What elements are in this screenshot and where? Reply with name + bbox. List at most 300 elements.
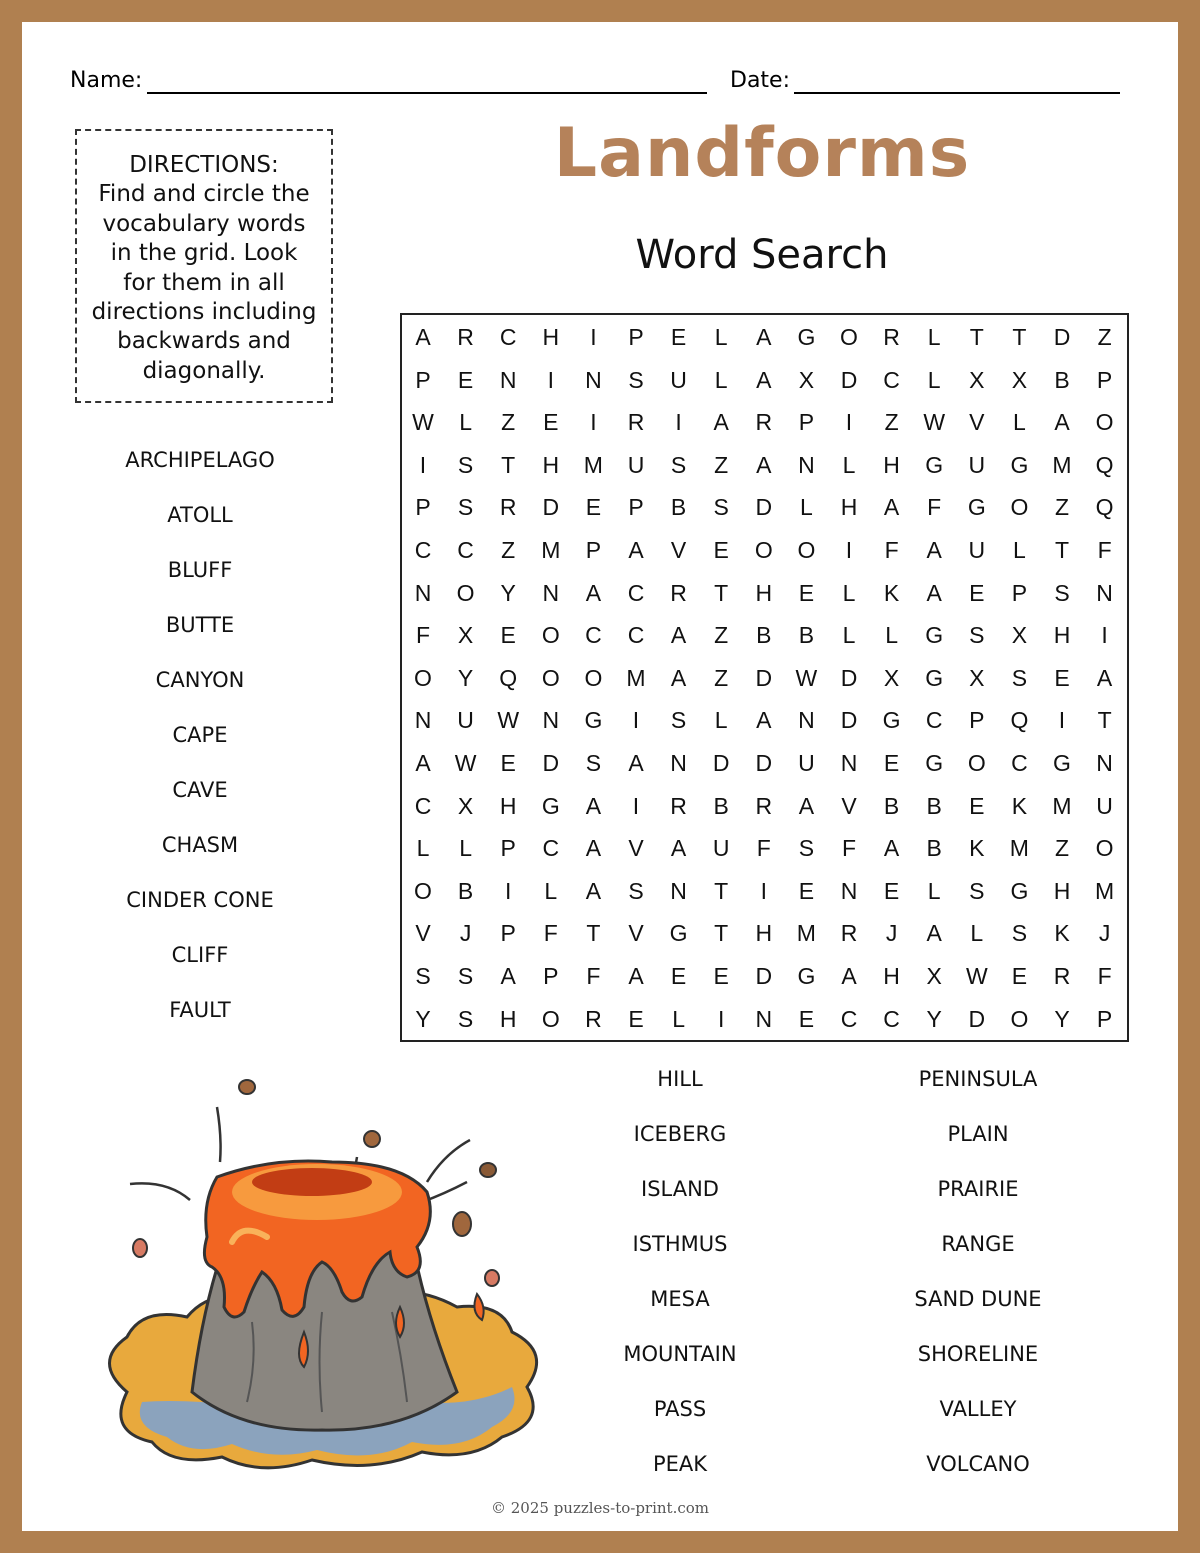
grid-letter[interactable]: Q bbox=[1010, 707, 1029, 734]
grid-letter[interactable]: S bbox=[628, 877, 644, 904]
grid-letter[interactable]: D bbox=[755, 963, 773, 989]
grid-letter[interactable]: O bbox=[414, 877, 432, 904]
grid-letter[interactable]: A bbox=[670, 835, 687, 862]
grid-letter[interactable]: T bbox=[714, 920, 729, 947]
grid-letter[interactable]: Z bbox=[714, 664, 729, 691]
grid-letter[interactable]: V bbox=[415, 920, 431, 947]
grid-letter[interactable]: P bbox=[500, 835, 516, 862]
grid-letter[interactable]: O bbox=[584, 664, 603, 691]
grid-letter[interactable]: E bbox=[1011, 963, 1028, 989]
grid-letter[interactable]: C bbox=[925, 707, 943, 734]
grid-letter[interactable]: Z bbox=[1054, 835, 1070, 862]
grid-letter[interactable]: A bbox=[415, 750, 431, 776]
grid-letter[interactable]: X bbox=[1011, 366, 1028, 393]
grid-letter[interactable]: L bbox=[970, 920, 984, 947]
grid-letter[interactable]: N bbox=[798, 451, 815, 478]
grid-letter[interactable]: P bbox=[415, 366, 431, 393]
grid-letter[interactable]: O bbox=[541, 1005, 560, 1032]
grid-letter[interactable]: L bbox=[927, 324, 941, 350]
grid-letter[interactable]: I bbox=[590, 409, 597, 436]
grid-letter[interactable]: F bbox=[586, 963, 601, 989]
grid-letter[interactable]: U bbox=[798, 750, 815, 776]
grid-letter[interactable]: F bbox=[415, 622, 431, 649]
grid-letter[interactable]: A bbox=[1054, 409, 1070, 436]
grid-letter[interactable]: L bbox=[714, 324, 728, 350]
grid-letter[interactable]: C bbox=[627, 579, 645, 606]
grid-letter[interactable]: O bbox=[967, 750, 986, 776]
word-list-item: ICEBERG bbox=[633, 1122, 727, 1146]
grid-letter[interactable]: L bbox=[885, 622, 898, 649]
grid-letter[interactable]: B bbox=[883, 792, 900, 819]
grid-letter[interactable]: N bbox=[585, 366, 602, 393]
grid-letter[interactable]: S bbox=[969, 877, 985, 904]
grid-letter[interactable]: G bbox=[584, 707, 603, 734]
grid-letter[interactable]: N bbox=[670, 750, 687, 776]
grid-letter[interactable]: V bbox=[628, 920, 644, 947]
grid-letter[interactable]: L bbox=[459, 835, 472, 862]
grid-letter[interactable]: L bbox=[544, 877, 558, 904]
grid-letter[interactable]: A bbox=[585, 579, 602, 606]
grid-letter[interactable]: S bbox=[670, 451, 687, 478]
grid-letter[interactable]: G bbox=[797, 963, 816, 989]
grid-letter[interactable]: M bbox=[1095, 877, 1115, 904]
grid-letter[interactable]: F bbox=[1097, 537, 1112, 563]
grid-letter[interactable]: G bbox=[1010, 877, 1029, 904]
grid-letter[interactable]: T bbox=[1097, 707, 1112, 734]
grid-letter[interactable]: R bbox=[499, 494, 517, 521]
grid-letter[interactable]: H bbox=[542, 324, 560, 350]
grid-letter[interactable]: Y bbox=[500, 579, 516, 606]
grid-letter[interactable]: A bbox=[798, 792, 815, 819]
grid-letter[interactable]: A bbox=[926, 537, 942, 563]
grid-letter[interactable]: L bbox=[714, 366, 728, 393]
grid-letter[interactable]: H bbox=[499, 792, 517, 819]
grid-letter[interactable]: P bbox=[628, 494, 644, 521]
page-title: Landforms bbox=[553, 114, 971, 193]
grid-letter[interactable]: I bbox=[632, 792, 640, 819]
grid-letter[interactable]: U bbox=[670, 366, 687, 393]
grid-letter[interactable]: F bbox=[884, 537, 899, 563]
grid-letter[interactable]: W bbox=[923, 409, 946, 436]
grid-letter[interactable]: E bbox=[1054, 664, 1070, 691]
grid-letter[interactable]: W bbox=[454, 750, 477, 776]
grid-letter[interactable]: S bbox=[457, 451, 474, 478]
grid-letter[interactable]: L bbox=[927, 877, 941, 904]
grid-letter[interactable]: U bbox=[712, 835, 730, 862]
grid-letter[interactable]: V bbox=[670, 537, 687, 563]
grid-letter[interactable]: A bbox=[670, 664, 687, 691]
name-line[interactable] bbox=[147, 92, 707, 94]
grid-letter[interactable]: C bbox=[1011, 750, 1028, 776]
grid-letter[interactable]: G bbox=[1010, 451, 1029, 478]
grid-letter[interactable]: K bbox=[1011, 792, 1028, 819]
grid-letter[interactable]: N bbox=[414, 579, 432, 606]
grid-letter[interactable]: A bbox=[1096, 664, 1113, 691]
grid-letter[interactable]: R bbox=[457, 324, 474, 350]
grid-letter[interactable]: T bbox=[969, 324, 984, 350]
grid-letter[interactable]: G bbox=[541, 792, 560, 819]
grid-letter[interactable]: C bbox=[457, 537, 474, 563]
grid-letter[interactable]: B bbox=[798, 622, 815, 649]
grid-letter[interactable]: L bbox=[672, 1005, 685, 1032]
grid-letter[interactable]: I bbox=[1101, 622, 1108, 649]
grid-letter[interactable]: R bbox=[627, 409, 645, 436]
grid-letter[interactable]: E bbox=[713, 963, 729, 989]
grid-letter[interactable]: O bbox=[1095, 409, 1114, 436]
grid-letter[interactable]: M bbox=[1009, 835, 1029, 862]
grid-letter[interactable]: H bbox=[499, 1005, 517, 1032]
grid-letter[interactable]: C bbox=[840, 1005, 858, 1032]
grid-letter[interactable]: E bbox=[798, 1005, 815, 1032]
grid-letter[interactable]: L bbox=[842, 579, 856, 606]
grid-letter[interactable]: A bbox=[500, 963, 516, 989]
grid-letter[interactable]: H bbox=[755, 920, 773, 947]
grid-letter[interactable]: D bbox=[542, 750, 560, 776]
grid-letter[interactable]: S bbox=[1011, 920, 1028, 947]
grid-letter[interactable]: V bbox=[841, 792, 857, 819]
grid-letter[interactable]: S bbox=[1054, 579, 1070, 606]
grid-letter[interactable]: R bbox=[670, 792, 687, 819]
grid-letter[interactable]: E bbox=[969, 579, 985, 606]
grid-letter[interactable]: A bbox=[883, 835, 900, 862]
grid-letter[interactable]: I bbox=[845, 409, 853, 436]
grid-letter[interactable]: N bbox=[840, 750, 858, 776]
grid-letter[interactable]: Z bbox=[714, 622, 729, 649]
grid-letter[interactable]: G bbox=[925, 750, 944, 776]
grid-letter[interactable]: Z bbox=[1097, 324, 1112, 350]
grid-letter[interactable]: E bbox=[628, 1005, 644, 1032]
date-line[interactable] bbox=[794, 92, 1120, 94]
grid-letter[interactable]: L bbox=[1012, 409, 1026, 436]
grid-letter[interactable]: P bbox=[543, 963, 559, 989]
grid-letter[interactable]: D bbox=[1053, 324, 1071, 350]
grid-letter[interactable]: N bbox=[840, 877, 858, 904]
grid-letter[interactable]: M bbox=[583, 451, 603, 478]
grid-letter[interactable]: B bbox=[926, 792, 942, 819]
grid-letter[interactable]: I bbox=[1058, 707, 1066, 734]
grid-letter[interactable]: M bbox=[796, 920, 816, 947]
grid-letter[interactable]: P bbox=[969, 707, 985, 734]
grid-letter[interactable]: O bbox=[1010, 1005, 1029, 1032]
grid-letter[interactable]: S bbox=[798, 835, 815, 862]
grid-letter[interactable]: A bbox=[585, 877, 602, 904]
grid-letter[interactable]: S bbox=[415, 963, 431, 989]
grid-letter[interactable]: X bbox=[1011, 622, 1028, 649]
grid-letter[interactable]: M bbox=[626, 664, 646, 691]
grid-letter[interactable]: B bbox=[670, 494, 687, 521]
grid-letter[interactable]: J bbox=[459, 920, 472, 947]
grid-letter[interactable]: E bbox=[500, 622, 516, 649]
grid-letter[interactable]: S bbox=[628, 366, 644, 393]
grid-letter[interactable]: X bbox=[969, 366, 985, 393]
grid-letter[interactable]: N bbox=[542, 707, 560, 734]
grid-letter[interactable]: A bbox=[585, 835, 602, 862]
grid-letter[interactable]: Z bbox=[884, 409, 899, 436]
grid-letter[interactable]: H bbox=[883, 451, 900, 478]
grid-letter[interactable]: L bbox=[842, 451, 856, 478]
grid-letter[interactable]: E bbox=[883, 750, 900, 776]
grid-letter[interactable]: R bbox=[670, 579, 687, 606]
grid-letter[interactable]: A bbox=[628, 537, 644, 563]
grid-letter[interactable]: G bbox=[1053, 750, 1071, 776]
grid-letter[interactable]: A bbox=[883, 494, 900, 521]
grid-letter[interactable]: I bbox=[760, 877, 767, 904]
grid-letter[interactable]: M bbox=[1052, 451, 1072, 478]
grid-letter[interactable]: G bbox=[967, 494, 986, 521]
rock-particle bbox=[485, 1270, 499, 1286]
grid-letter[interactable]: B bbox=[1054, 366, 1070, 393]
grid-letter[interactable]: Z bbox=[501, 409, 516, 436]
grid-letter[interactable]: D bbox=[968, 1005, 986, 1032]
grid-letter[interactable]: E bbox=[543, 409, 559, 436]
grid-letter[interactable]: A bbox=[926, 920, 942, 947]
grid-letter[interactable]: S bbox=[1011, 664, 1028, 691]
grid-letter[interactable]: N bbox=[414, 707, 432, 734]
grid-letter[interactable]: M bbox=[1052, 792, 1072, 819]
grid-letter[interactable]: S bbox=[457, 1005, 474, 1032]
grid-letter[interactable]: E bbox=[457, 366, 474, 393]
grid-letter[interactable]: F bbox=[927, 494, 942, 521]
grid-letter[interactable]: X bbox=[926, 963, 942, 989]
grid-letter[interactable]: P bbox=[798, 409, 815, 436]
grid-letter[interactable]: L bbox=[842, 622, 856, 649]
grid-letter[interactable]: D bbox=[755, 664, 773, 691]
grid-letter[interactable]: F bbox=[756, 835, 771, 862]
grid-letter[interactable]: B bbox=[457, 877, 474, 904]
grid-letter[interactable]: I bbox=[504, 877, 512, 904]
grid-row bbox=[402, 955, 1131, 997]
grid-letter[interactable]: D bbox=[755, 750, 773, 776]
grid-letter[interactable]: G bbox=[882, 707, 901, 734]
grid-letter[interactable]: A bbox=[415, 324, 431, 350]
grid-letter[interactable]: X bbox=[798, 366, 815, 393]
grid-letter[interactable]: B bbox=[756, 622, 772, 649]
grid-letter[interactable]: H bbox=[840, 494, 858, 521]
grid-letter[interactable]: M bbox=[541, 537, 561, 563]
grid-letter[interactable]: I bbox=[590, 324, 597, 350]
grid-letter[interactable]: R bbox=[883, 324, 900, 350]
grid-letter[interactable]: E bbox=[500, 750, 516, 776]
grid-letter[interactable]: C bbox=[627, 622, 645, 649]
grid-letter[interactable]: O bbox=[1010, 494, 1029, 521]
grid-letter[interactable]: S bbox=[969, 622, 985, 649]
grid-letter[interactable]: O bbox=[754, 537, 773, 563]
grid-letter[interactable]: C bbox=[883, 1005, 900, 1032]
grid-letter[interactable]: Y bbox=[457, 664, 474, 691]
grid-letter[interactable]: A bbox=[670, 622, 687, 649]
grid-letter[interactable]: H bbox=[1053, 622, 1071, 649]
copyright-text: © 2025 puzzles-to-print.com bbox=[490, 1499, 710, 1517]
grid-letter[interactable]: Y bbox=[926, 1005, 942, 1032]
grid-letter[interactable]: D bbox=[755, 494, 773, 521]
grid-letter[interactable]: O bbox=[541, 664, 560, 691]
grid-letter[interactable]: P bbox=[1096, 1005, 1113, 1032]
grid-letter[interactable]: N bbox=[1096, 750, 1113, 776]
grid-letter[interactable]: A bbox=[628, 963, 644, 989]
grid-letter[interactable]: N bbox=[755, 1005, 773, 1032]
grid-letter[interactable]: A bbox=[756, 324, 772, 350]
grid-letter[interactable]: O bbox=[414, 664, 432, 691]
grid-letter[interactable]: E bbox=[969, 792, 985, 819]
grid-letter[interactable]: Q bbox=[499, 664, 518, 691]
grid-letter[interactable]: G bbox=[925, 451, 944, 478]
grid-letter[interactable]: K bbox=[883, 579, 900, 606]
grid-letter[interactable]: O bbox=[456, 579, 475, 606]
grid-letter[interactable]: Z bbox=[1054, 494, 1070, 521]
grid-letter[interactable]: C bbox=[883, 366, 900, 393]
grid-letter[interactable]: O bbox=[797, 537, 816, 563]
grid-letter[interactable]: E bbox=[585, 494, 602, 521]
grid-letter[interactable]: U bbox=[1096, 792, 1113, 819]
grid-letter[interactable]: Y bbox=[1054, 1005, 1070, 1032]
grid-letter[interactable]: T bbox=[1012, 324, 1027, 350]
grid-letter[interactable]: X bbox=[457, 622, 474, 649]
grid-letter[interactable]: F bbox=[1097, 963, 1112, 989]
grid-letter[interactable]: N bbox=[798, 707, 815, 734]
grid-letter[interactable]: C bbox=[499, 324, 517, 350]
grid-letter[interactable]: C bbox=[542, 835, 560, 862]
grid-letter[interactable]: W bbox=[965, 963, 988, 989]
grid-letter[interactable]: G bbox=[669, 920, 688, 947]
grid-letter[interactable]: U bbox=[627, 451, 645, 478]
grid-letter[interactable]: R bbox=[585, 1005, 602, 1032]
grid-letter[interactable]: T bbox=[714, 579, 729, 606]
grid-letter[interactable]: O bbox=[541, 622, 560, 649]
grid-letter[interactable]: D bbox=[840, 664, 858, 691]
grid-letter[interactable]: P bbox=[1096, 366, 1113, 393]
grid-letter[interactable]: H bbox=[755, 579, 773, 606]
grid-letter[interactable]: D bbox=[840, 707, 858, 734]
grid-letter[interactable]: S bbox=[457, 963, 474, 989]
grid-letter[interactable]: P bbox=[628, 324, 644, 350]
grid-letter[interactable]: B bbox=[926, 835, 942, 862]
grid-letter[interactable]: Z bbox=[714, 451, 729, 478]
grid-letter[interactable]: N bbox=[499, 366, 517, 393]
grid-letter[interactable]: D bbox=[542, 494, 560, 521]
word-list-item: CLIFF bbox=[171, 943, 229, 967]
grid-row bbox=[402, 998, 1131, 1040]
grid-letter[interactable]: R bbox=[755, 792, 773, 819]
grid-letter[interactable]: H bbox=[542, 451, 560, 478]
grid-letter[interactable]: J bbox=[885, 920, 898, 947]
grid-letter[interactable]: Q bbox=[1095, 494, 1114, 521]
grid-letter[interactable]: Q bbox=[1095, 451, 1114, 478]
grid-letter[interactable]: R bbox=[840, 920, 858, 947]
grid-letter[interactable]: V bbox=[969, 409, 985, 436]
grid-letter[interactable]: I bbox=[632, 707, 640, 734]
grid-letter[interactable]: A bbox=[585, 792, 602, 819]
grid-letter[interactable]: H bbox=[1053, 877, 1071, 904]
grid-letter[interactable]: I bbox=[419, 451, 427, 478]
grid-letter[interactable]: P bbox=[500, 920, 516, 947]
grid-letter[interactable]: K bbox=[1054, 920, 1070, 947]
grid-letter[interactable]: A bbox=[841, 963, 857, 989]
grid-letter[interactable]: D bbox=[712, 750, 730, 776]
grid-letter[interactable]: N bbox=[1096, 579, 1113, 606]
grid-letter[interactable]: A bbox=[713, 409, 729, 436]
grid-letter[interactable]: N bbox=[670, 877, 687, 904]
grid-letter[interactable]: U bbox=[457, 707, 474, 734]
grid-letter[interactable]: F bbox=[841, 835, 857, 862]
grid-letter[interactable]: C bbox=[585, 622, 602, 649]
grid-letter[interactable]: X bbox=[457, 792, 474, 819]
grid-letter[interactable]: T bbox=[1054, 537, 1070, 563]
grid-letter[interactable]: T bbox=[586, 920, 601, 947]
grid-letter[interactable]: L bbox=[459, 409, 472, 436]
grid-letter[interactable]: I bbox=[845, 537, 853, 563]
grid-letter[interactable]: E bbox=[883, 877, 900, 904]
grid-letter[interactable]: A bbox=[756, 451, 772, 478]
grid-letter[interactable]: Z bbox=[501, 537, 516, 563]
grid-letter[interactable]: D bbox=[840, 366, 858, 393]
grid-letter[interactable]: W bbox=[795, 664, 818, 691]
grid-letter[interactable]: L bbox=[1012, 537, 1026, 563]
grid-letter[interactable]: Y bbox=[415, 1005, 431, 1032]
grid-letter[interactable]: E bbox=[670, 324, 687, 350]
grid-letter[interactable]: P bbox=[585, 537, 602, 563]
grid-letter[interactable]: U bbox=[968, 451, 986, 478]
grid-letter[interactable]: L bbox=[714, 707, 728, 734]
grid-letter[interactable]: G bbox=[797, 324, 816, 350]
grid-letter[interactable]: V bbox=[628, 835, 644, 862]
grid-letter[interactable]: G bbox=[925, 664, 944, 691]
grid-letter[interactable]: B bbox=[713, 792, 729, 819]
grid-letter[interactable]: N bbox=[542, 579, 560, 606]
grid-letter[interactable]: L bbox=[927, 366, 941, 393]
grid-letter[interactable]: O bbox=[840, 324, 858, 350]
grid-letter[interactable]: G bbox=[925, 622, 944, 649]
grid-letter[interactable]: C bbox=[414, 792, 432, 819]
grid-letter[interactable]: I bbox=[675, 409, 682, 436]
grid-letter[interactable]: S bbox=[670, 707, 687, 734]
grid-letter[interactable]: E bbox=[798, 877, 815, 904]
grid-letter[interactable]: P bbox=[1011, 579, 1028, 606]
grid-letter[interactable]: I bbox=[717, 1005, 725, 1032]
word-search-grid[interactable] bbox=[400, 313, 1129, 1042]
grid-letter[interactable]: W bbox=[412, 409, 434, 436]
grid-letter[interactable]: A bbox=[756, 707, 772, 734]
grid-letter[interactable]: X bbox=[883, 664, 900, 691]
grid-letter[interactable]: C bbox=[414, 537, 432, 563]
grid-letter[interactable]: R bbox=[755, 409, 773, 436]
grid-letter[interactable]: S bbox=[457, 494, 474, 521]
grid-letter[interactable]: R bbox=[1053, 963, 1071, 989]
grid-letter[interactable]: F bbox=[543, 920, 558, 947]
grid-letter[interactable]: E bbox=[798, 579, 815, 606]
grid-letter[interactable]: O bbox=[1095, 835, 1114, 862]
grid-letter[interactable]: L bbox=[799, 494, 813, 521]
grid-letter[interactable]: T bbox=[714, 877, 729, 904]
grid-letter[interactable]: L bbox=[416, 835, 430, 862]
grid-letter[interactable]: H bbox=[883, 963, 900, 989]
grid-letter[interactable]: K bbox=[969, 835, 985, 862]
grid-letter[interactable]: X bbox=[969, 664, 985, 691]
grid-letter[interactable]: A bbox=[756, 366, 772, 393]
grid-letter[interactable]: A bbox=[628, 750, 644, 776]
grid-letter[interactable]: A bbox=[926, 579, 942, 606]
grid-letter[interactable]: S bbox=[585, 750, 602, 776]
grid-letter[interactable]: I bbox=[547, 366, 554, 393]
grid-letter[interactable]: S bbox=[713, 494, 729, 521]
grid-letter[interactable]: J bbox=[1098, 920, 1111, 947]
grid-letter[interactable]: E bbox=[713, 537, 729, 563]
grid-letter[interactable]: E bbox=[670, 963, 687, 989]
grid-letter[interactable]: W bbox=[497, 707, 520, 734]
directions-box bbox=[75, 129, 333, 403]
grid-letter[interactable]: U bbox=[968, 537, 986, 563]
grid-letter[interactable]: T bbox=[501, 451, 516, 478]
grid-letter[interactable]: P bbox=[415, 494, 431, 521]
